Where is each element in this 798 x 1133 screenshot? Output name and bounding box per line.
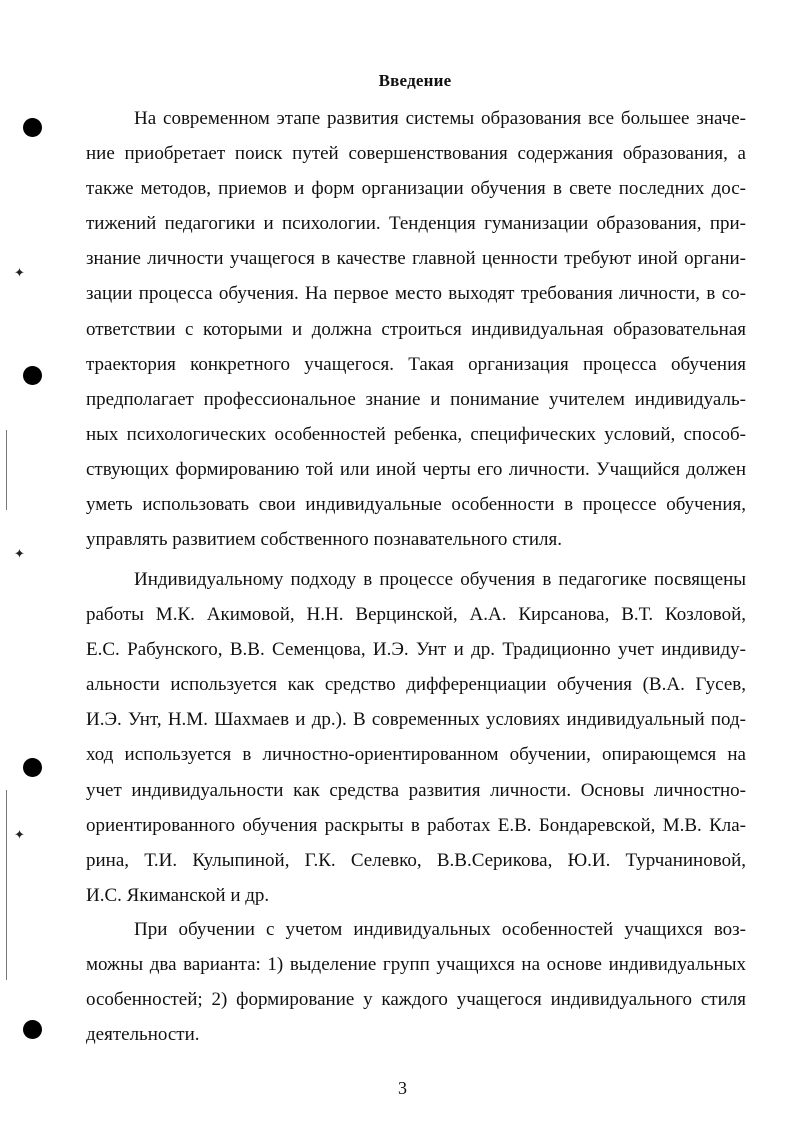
scan-edge-line-1	[6, 430, 7, 510]
scan-mark-1: ✦	[14, 265, 25, 280]
paragraph-line: И.Э. Унт, Н.М. Шахмаев и др.). В современных условиях индивидуальный под-	[86, 709, 746, 731]
paragraph-line: Е.С. Рабунского, В.В. Семенцова, И.Э. Унт и др. Традиционно учет индивиду-	[86, 639, 746, 661]
paragraph-line: При обучении с учетом индивидуальных особенностей учащихся воз-	[134, 919, 746, 940]
page-number: 3	[398, 1078, 407, 1098]
paragraph-line: ответствии с которыми и должна строиться индивидуальная образовательная	[86, 318, 746, 340]
paragraph-line: знание личности учащегося в качестве главной ценности требуют иной органи-	[86, 248, 746, 270]
paragraph-line: И.С. Якиманской и др.	[86, 884, 270, 906]
paragraph-line: ход используется в личностно-ориентированном обучении, опирающемся на	[86, 744, 746, 766]
scan-edge-line-2	[6, 790, 7, 980]
paragraph-line: деятельности.	[86, 1024, 200, 1046]
paragraph-line: На современном этапе развития системы образования все большее значе-	[134, 108, 746, 129]
paragraph-line: управлять развитием собственного познавательного стиля.	[86, 529, 562, 551]
punch-hole-2	[23, 366, 42, 385]
paragraph-line: учет индивидуальности как средства развития личности. Основы личностно-	[86, 779, 746, 801]
paragraph-line: траектория конкретного учащегося. Такая организация процесса обучения	[86, 353, 746, 375]
paragraph-line: особенностей; 2) формирование у каждого учащегося индивидуального стиля	[86, 989, 746, 1011]
paragraph-1	[86, 101, 746, 557]
paragraph-line: Индивидуальному подходу в процессе обучения в педагогике посвящены	[134, 569, 746, 590]
punch-hole-3	[23, 758, 42, 777]
paragraph-line: работы М.К. Акимовой, Н.Н. Верцинской, А.А. Кирсанова, В.Т. Козловой,	[86, 604, 746, 626]
paragraph-line: ствующих формированию той или иной черты его личности. Учащийся должен	[86, 458, 746, 480]
paragraph-line: ориентированного обучения раскрыты в работах Е.В. Бондаревской, М.В. Кла-	[86, 814, 746, 836]
paragraph-line: рина, Т.И. Кулыпиной, Г.К. Селевко, В.В.Серикова, Ю.И. Турчаниновой,	[86, 849, 746, 871]
section-heading: Введение	[378, 71, 452, 90]
paragraph-line: также методов, приемов и форм организации обучения в свете последних дос-	[86, 178, 746, 200]
paragraph-line: ных психологических особенностей ребенка, специфических условий, способ-	[86, 423, 746, 445]
paragraph-line: альности используется как средство дифференциации обучения (В.А. Гусев,	[86, 674, 746, 696]
paragraph-line: зации процесса обучения. На первое место выходят требования личности, в со-	[86, 283, 746, 305]
paragraph-line: предполагает профессиональное знание и понимание учителем индивидуаль-	[86, 388, 746, 410]
paragraph-line: тижений педагогики и психологии. Тенденция гуманизации образования, при-	[86, 213, 746, 235]
paragraph-line: уметь использовать свои индивидуальные особенности в процессе обучения,	[86, 494, 746, 516]
paragraph-line: можны два варианта: 1) выделение групп учащихся на основе индивидуальных	[86, 954, 746, 976]
paragraph-line: ние приобретает поиск путей совершенствования содержания образования, а	[86, 143, 746, 165]
scan-mark-2: ✦	[14, 546, 25, 561]
punch-hole-4	[23, 1020, 42, 1039]
punch-hole-1	[23, 118, 42, 137]
scan-mark-3: ✦	[14, 827, 25, 842]
paragraph-3	[86, 912, 746, 1052]
paragraph-2	[86, 562, 746, 913]
